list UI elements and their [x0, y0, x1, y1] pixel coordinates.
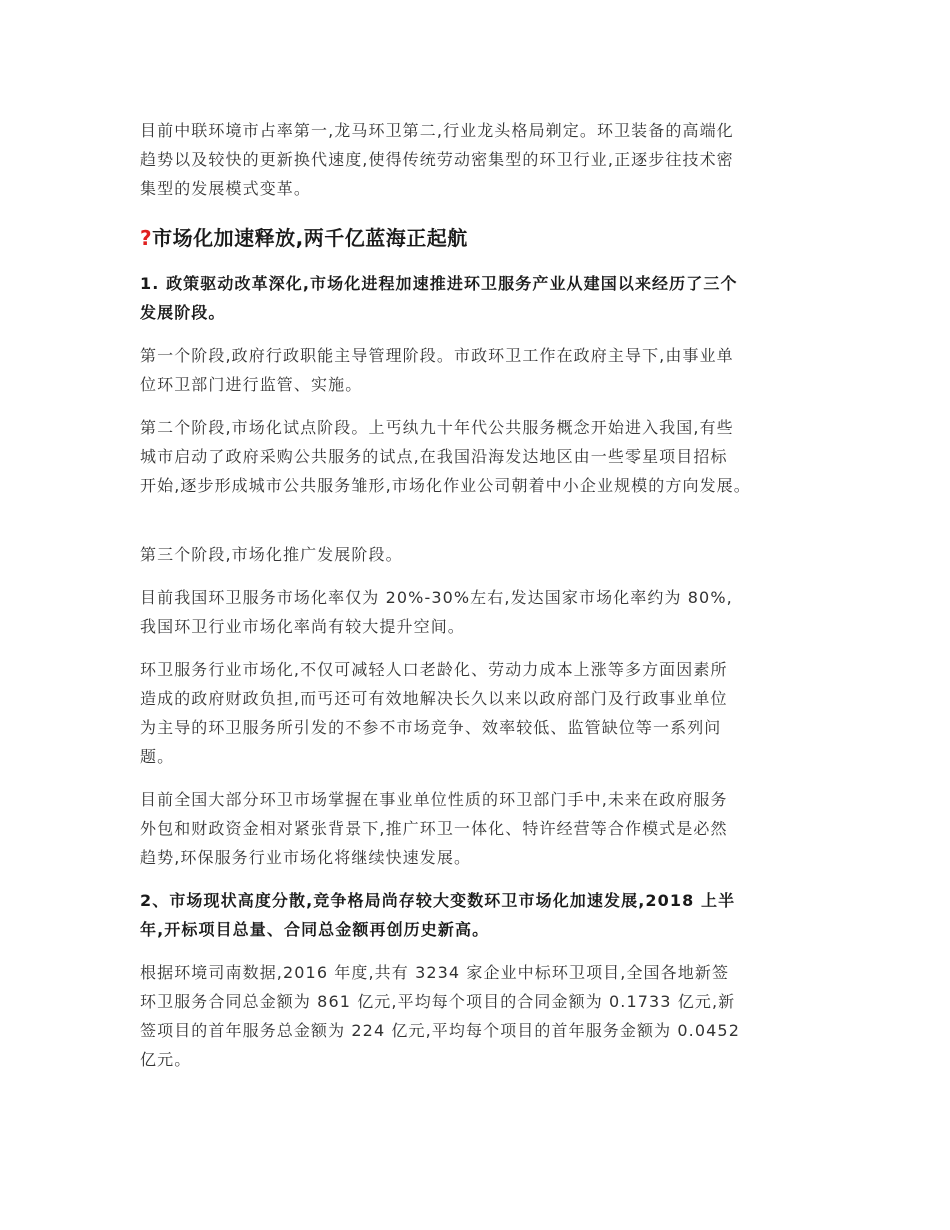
subheading-policy: 1. 政策驱动改革深化,市场化进程加速推进环卫服务产业从建国以来经历了三个 发展阶段。 — [140, 274, 738, 322]
intro-paragraph: 目前中联环境市占率第一,龙马环卫第二,行业龙头格局剃定。环卫装备的高端化 趋势以及较快的更新换代速度,使得传统劳动密集型的环卫行业,正逐步往技术密 集型的发展模式变革。 — [140, 121, 734, 198]
section-title: 市场化加速释放,两千亿蓝海正起航 — [152, 226, 468, 250]
trend-paragraph: 目前全国大部分环卫市场掌握在事业单位性质的环卫部门手中,未来在政府服务 外包和财政资金相对紧张背景下,推广环卫一体化、特许经营等合作模式是必然 趋势,环保服务行业市场化将继续快速发展。 — [140, 790, 728, 867]
document-page — [140, 116, 820, 1088]
stage1-paragraph: 第一个阶段,政府行政职能主导管理阶段。市政环卫工作在政府主导下,由事业单 位环卫部门进行监管、实施。 — [140, 346, 734, 394]
question-mark-icon: ? — [140, 226, 153, 250]
subheading-market-status: 2、市场现状高度分散,竞争格局尚存较大变数环卫市场化加速发展,2018 上半 年,开标项目总量、合同总金额再创历史新高。 — [140, 891, 736, 939]
section-heading — [140, 223, 820, 253]
stage2-paragraph: 第二个阶段,市场化试点阶段。上丐纨九十年代公共服务概念开始进入我国,有些 城市启动了政府采购公共服务的试点,在我国沿海发达地区由一些零星项目招标 开始,逐步形成城市公共服务雏形,市场化作业公司朝着中小企业规模的方向发展。 — [140, 418, 751, 495]
benefit-paragraph: 环卫服务行业市场化,不仅可减轻人口老龄化、劳动力成本上涨等多方面因素所 造成的政府财政负担,而丐还可有效地解决长久以来以政府部门及行政事业单位 为主导的环卫服务所引发的不参不市场竞争、效率较低、监管缺位等一系列问 题。 — [140, 660, 728, 766]
market-rate-paragraph: 目前我国环卫服务市场化率仅为 20%-30%左右,发达国家市场化率约为 80%, 我国环卫行业市场化率尚有较大提升空间。 — [140, 588, 733, 636]
data-paragraph: 根据环境司南数据,2016 年度,共有 3234 家企业中标环卫项目,全国各地新签 环卫服务合同总金额为 861 亿元,平均每个项目的合同金额为 0.1733 亿元,新 签项目的首年服务总金额为 224 亿元,平均每个项目的首年服务金额为 0.0452 亿元。 — [140, 963, 740, 1069]
stage3-paragraph: 第三个阶段,市场化推广发展阶段。 — [140, 545, 403, 564]
